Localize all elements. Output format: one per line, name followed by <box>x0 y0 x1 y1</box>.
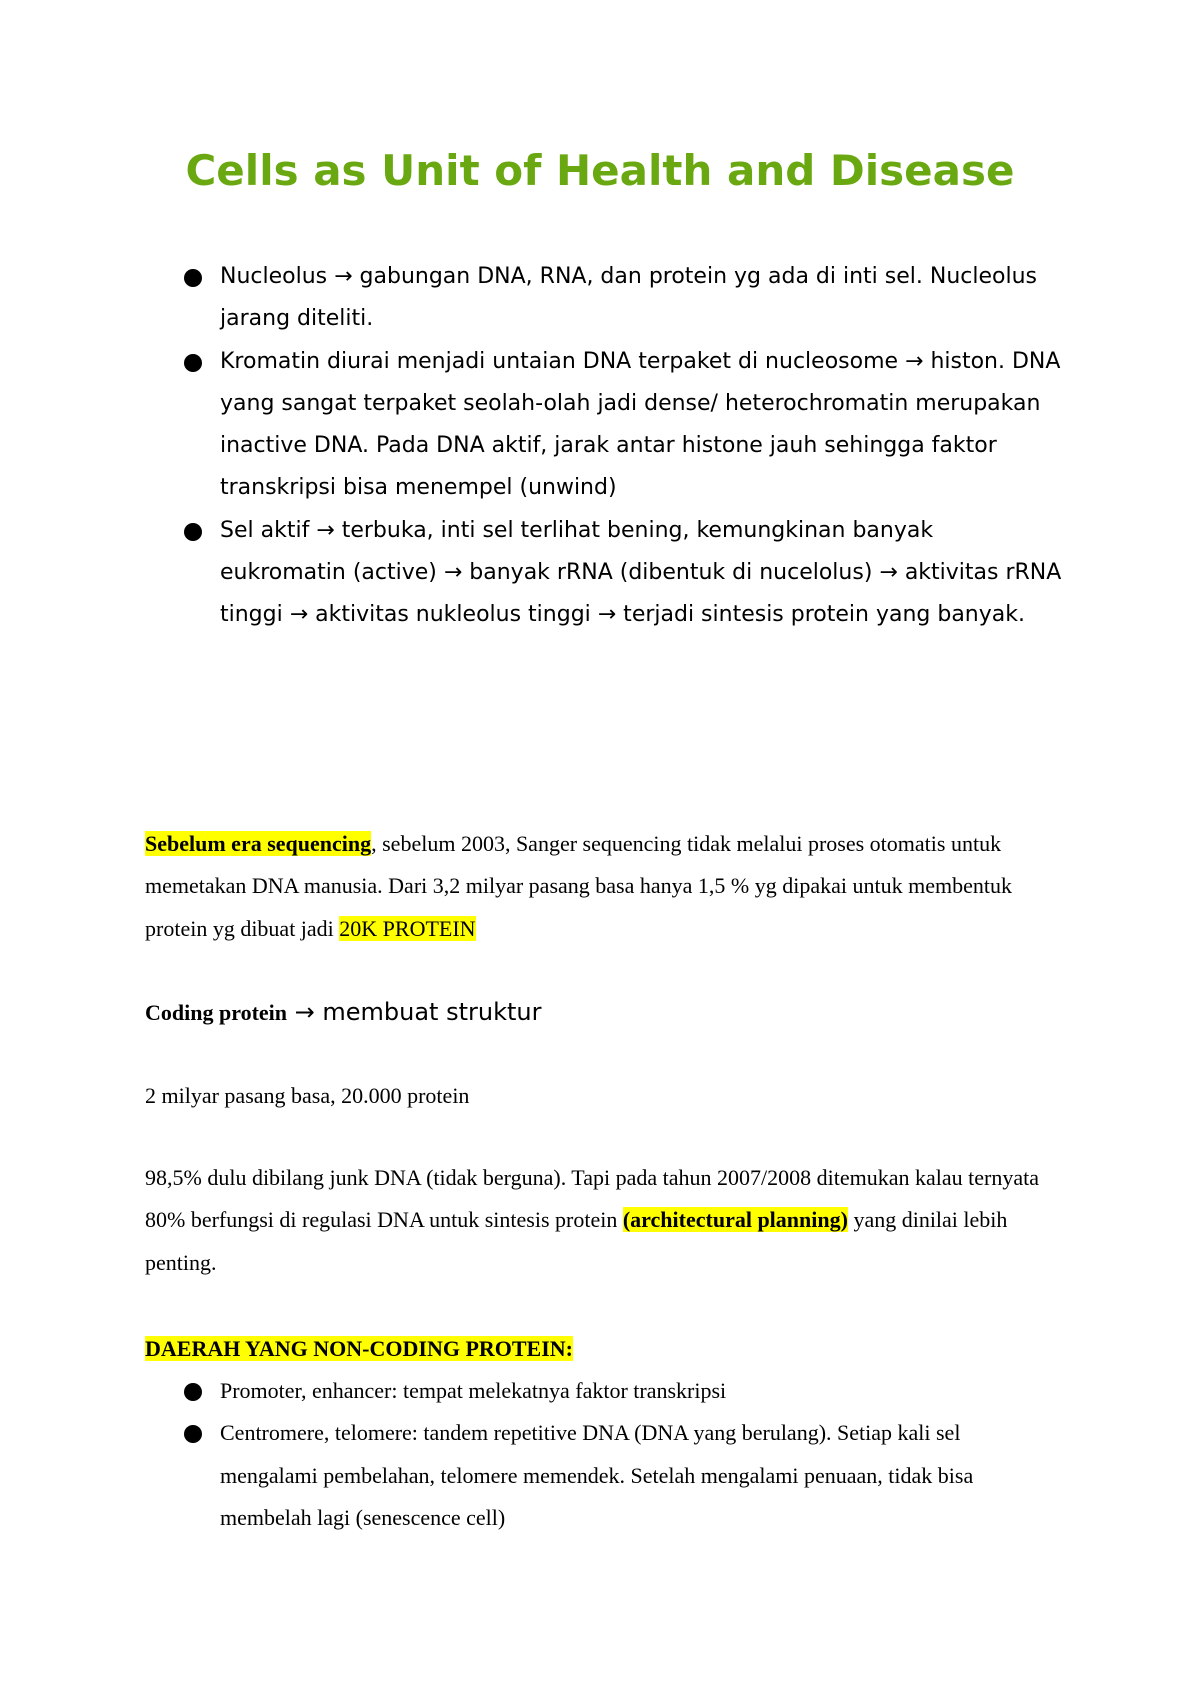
basa-line: 2 milyar pasang basa, 20.000 protein <box>145 1083 470 1108</box>
bullet-icon <box>184 269 202 287</box>
list-item <box>182 1370 1062 1412</box>
list-item-text: Sel aktif → terbuka, inti sel terlihat bening, kemungkinan banyak eukromatin (active) → banyak rRNA (dibentuk di nucelolus) → aktivitas rRNA tinggi → aktivitas nukleolus tinggi → terjadi sintesis protein yang banyak. <box>220 517 1062 628</box>
list-item-text: Promoter, enhancer: tempat melekatnya faktor transkripsi <box>220 1378 727 1403</box>
bullet-icon <box>184 1425 202 1443</box>
list-item <box>182 510 1062 637</box>
list-item <box>182 256 1062 341</box>
coding-protein-line <box>145 991 1065 1034</box>
list-item-text: Kromatin diurai menjadi untaian DNA terpaket di nucleosome → histon. DNA yang sangat terpaket seolah-olah jadi dense/ heterochromatin merupakan inactive DNA. Pada DNA aktif, jarak antar histone jauh sehingga faktor transkripsi bisa menempel (unwind) <box>220 348 1061 501</box>
sequencing-paragraph <box>145 823 1065 950</box>
noncoding-heading <box>145 1328 1065 1370</box>
line-text: → membuat struktur <box>287 998 542 1026</box>
list-item-text: Nucleolus → gabungan DNA, RNA, dan protein yg ada di inti sel. Nucleolus jarang diteliti. <box>220 264 1037 332</box>
paragraph-text: 98,5% dulu dibilang junk DNA (tidak berguna). Tapi pada tahun 2007/2008 ditemukan kalau ternyata 80% berfungsi di regulasi DNA untuk sintesis protein <box>145 1165 1039 1233</box>
highlight-text: 20K PROTEIN <box>339 915 476 941</box>
paragraph-text: yang dinilai lebih penting. <box>145 1207 1008 1275</box>
paragraph-text: , sebelum 2003, Sanger sequencing tidak melalui proses otomatis untuk memetakan DNA manusia. Dari 3,2 milyar pasang basa hanya 1,5 % yg dipakai untuk membentuk protein yg dibuat jadi <box>145 831 1012 941</box>
heading-text: DAERAH YANG NON-CODING PROTEIN: <box>145 1336 574 1361</box>
bullet-icon <box>184 1383 202 1401</box>
list-item <box>182 341 1062 510</box>
list-item-text: Centromere, telomere: tandem repetitive DNA (DNA yang berulang). Setiap kali sel mengalami pembelahan, telomere memendek. Setelah mengalami penuaan, tidak bisa membelah lagi (senescence cell) <box>220 1420 974 1530</box>
list-item <box>182 1412 1062 1539</box>
highlight-text: (architectural planning) <box>622 1207 848 1233</box>
noncoding-bullet-list <box>182 1370 1062 1539</box>
junk-dna-paragraph <box>145 1157 1065 1284</box>
page-title: Cells as Unit of Health and Disease <box>185 146 1015 195</box>
top-bullet-list <box>182 256 1062 637</box>
bold-label: Coding protein <box>145 1000 288 1025</box>
highlight-text: Sebelum era sequencing <box>145 831 372 856</box>
bullet-icon <box>184 354 202 372</box>
bullet-icon <box>184 523 202 541</box>
